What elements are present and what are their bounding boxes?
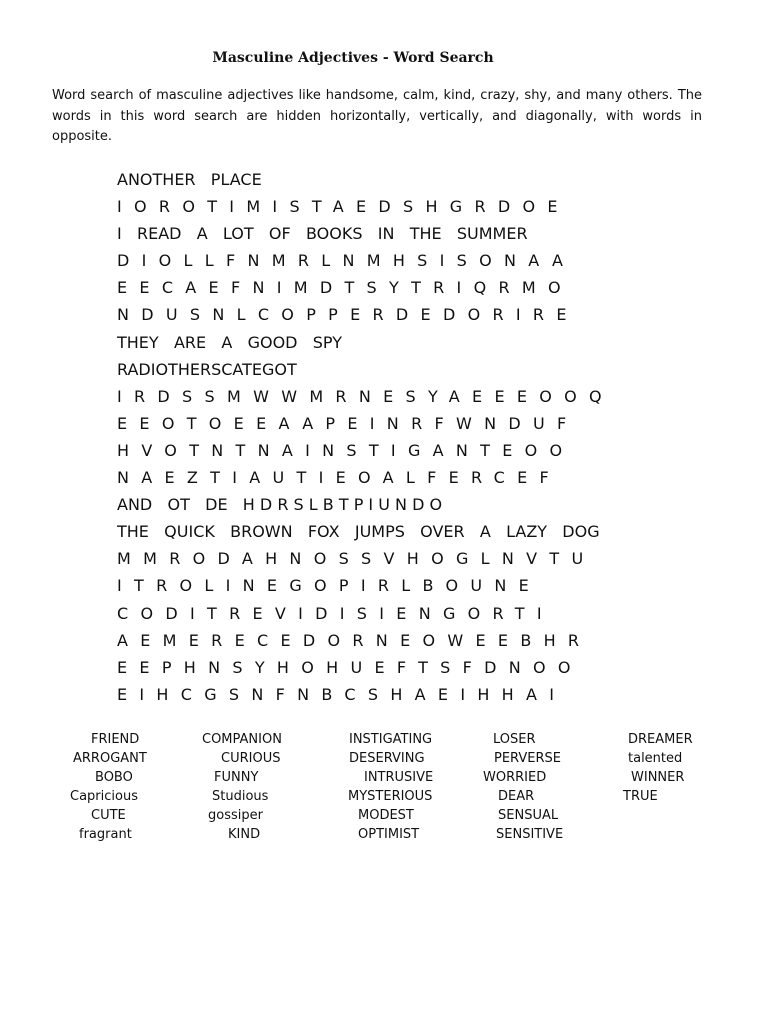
word-list-item: MODEST bbox=[358, 808, 414, 823]
grid-row: MMRODAHNOSSVHOGLNVTU bbox=[117, 549, 596, 569]
word-list-item: BOBO bbox=[95, 770, 133, 785]
grid-row: RADIOTHERSCATEGOT bbox=[117, 359, 297, 379]
word-list-item: WINNER bbox=[631, 770, 685, 785]
grid-row: NAEZTIAUTIEOALFERCEF bbox=[117, 468, 562, 488]
word-list-item: DEAR bbox=[498, 789, 535, 804]
word-list-item: LOSER bbox=[493, 732, 536, 747]
word-list-item: TRUE bbox=[623, 789, 658, 804]
grid-row: AEMERECEDORNEOWEEBHR bbox=[117, 630, 592, 650]
grid-row: DIOLLFNMRLNMHSISONAA bbox=[117, 251, 576, 271]
grid-row: ITROLINEGOPIRLBOUNE bbox=[117, 576, 542, 596]
word-list-item: INSTIGATING bbox=[349, 732, 433, 747]
grid-row: IOROTIMISTAEDSHGRDOE bbox=[117, 197, 570, 217]
word-list-item: WORRIED bbox=[483, 770, 547, 785]
word-list-item: FUNNY bbox=[214, 770, 259, 785]
word-list-item: PERVERSE bbox=[494, 751, 561, 766]
word-list-item: Capricious bbox=[70, 789, 138, 804]
grid-row: I READ A LOT OF BOOKS IN THE SUMMER bbox=[117, 224, 528, 244]
word-list-item: ARROGANT bbox=[73, 751, 147, 766]
grid-row: EECAEFNIMDTSYTRIQRMO bbox=[117, 278, 573, 298]
grid-row: EIHCGSNFNBCSHAEIHHAI bbox=[117, 684, 567, 704]
intro-paragraph: Word search of masculine adjectives like handsome, calm, kind, crazy, shy, and many others. The words in this word search are hidden horizontally, vertically, and diagonally, with words in opposite. bbox=[52, 88, 702, 144]
word-list-item: OPTIMIST bbox=[358, 827, 420, 842]
word-list-item: fragrant bbox=[79, 827, 132, 842]
word-list-item: KIND bbox=[228, 827, 261, 842]
grid-row: EEOTOEEAAPEINRFWNDUF bbox=[117, 413, 579, 433]
word-list-item: INTRUSIVE bbox=[364, 770, 434, 785]
grid-row: THE QUICK BROWN FOX JUMPS OVER A LAZY DOG bbox=[117, 522, 600, 542]
page-title: Masculine Adjectives - Word Search bbox=[212, 50, 494, 66]
grid-row: NDUSNLCOPPERDEDORIRE bbox=[117, 305, 579, 325]
word-list-item: COMPANION bbox=[202, 732, 282, 747]
word-list-item: SENSITIVE bbox=[496, 827, 564, 842]
grid-row: AND OT DE H D R S L B T P I U N D O bbox=[117, 495, 443, 515]
word-list-item: DREAMER bbox=[628, 732, 693, 747]
word-list-item: talented bbox=[628, 751, 683, 766]
word-list-item: gossiper bbox=[208, 808, 263, 823]
word-list bbox=[0, 732, 768, 852]
word-list-item: Studious bbox=[212, 789, 269, 804]
word-list-item: CURIOUS bbox=[221, 751, 281, 766]
word-list-item: DESERVING bbox=[349, 751, 425, 766]
word-search-grid bbox=[117, 170, 768, 712]
word-list-item: MYSTERIOUS bbox=[348, 789, 433, 804]
word-list-item: FRIEND bbox=[91, 732, 140, 747]
grid-row: CODITREVIDISIENGORTI bbox=[117, 603, 554, 623]
word-list-item: SENSUAL bbox=[498, 808, 559, 823]
grid-row: HVOTNTNAINSTIGANTEOO bbox=[117, 440, 575, 460]
grid-row: ANOTHER PLACE bbox=[117, 170, 262, 189]
grid-row: IRDSSMWWMRNESYAEEEOOQ bbox=[117, 386, 614, 406]
grid-row: THEY ARE A GOOD SPY bbox=[117, 332, 342, 352]
grid-row: EEPHNSYHOHUEFTSFDNOO bbox=[117, 657, 583, 677]
word-list-item: CUTE bbox=[91, 808, 126, 823]
